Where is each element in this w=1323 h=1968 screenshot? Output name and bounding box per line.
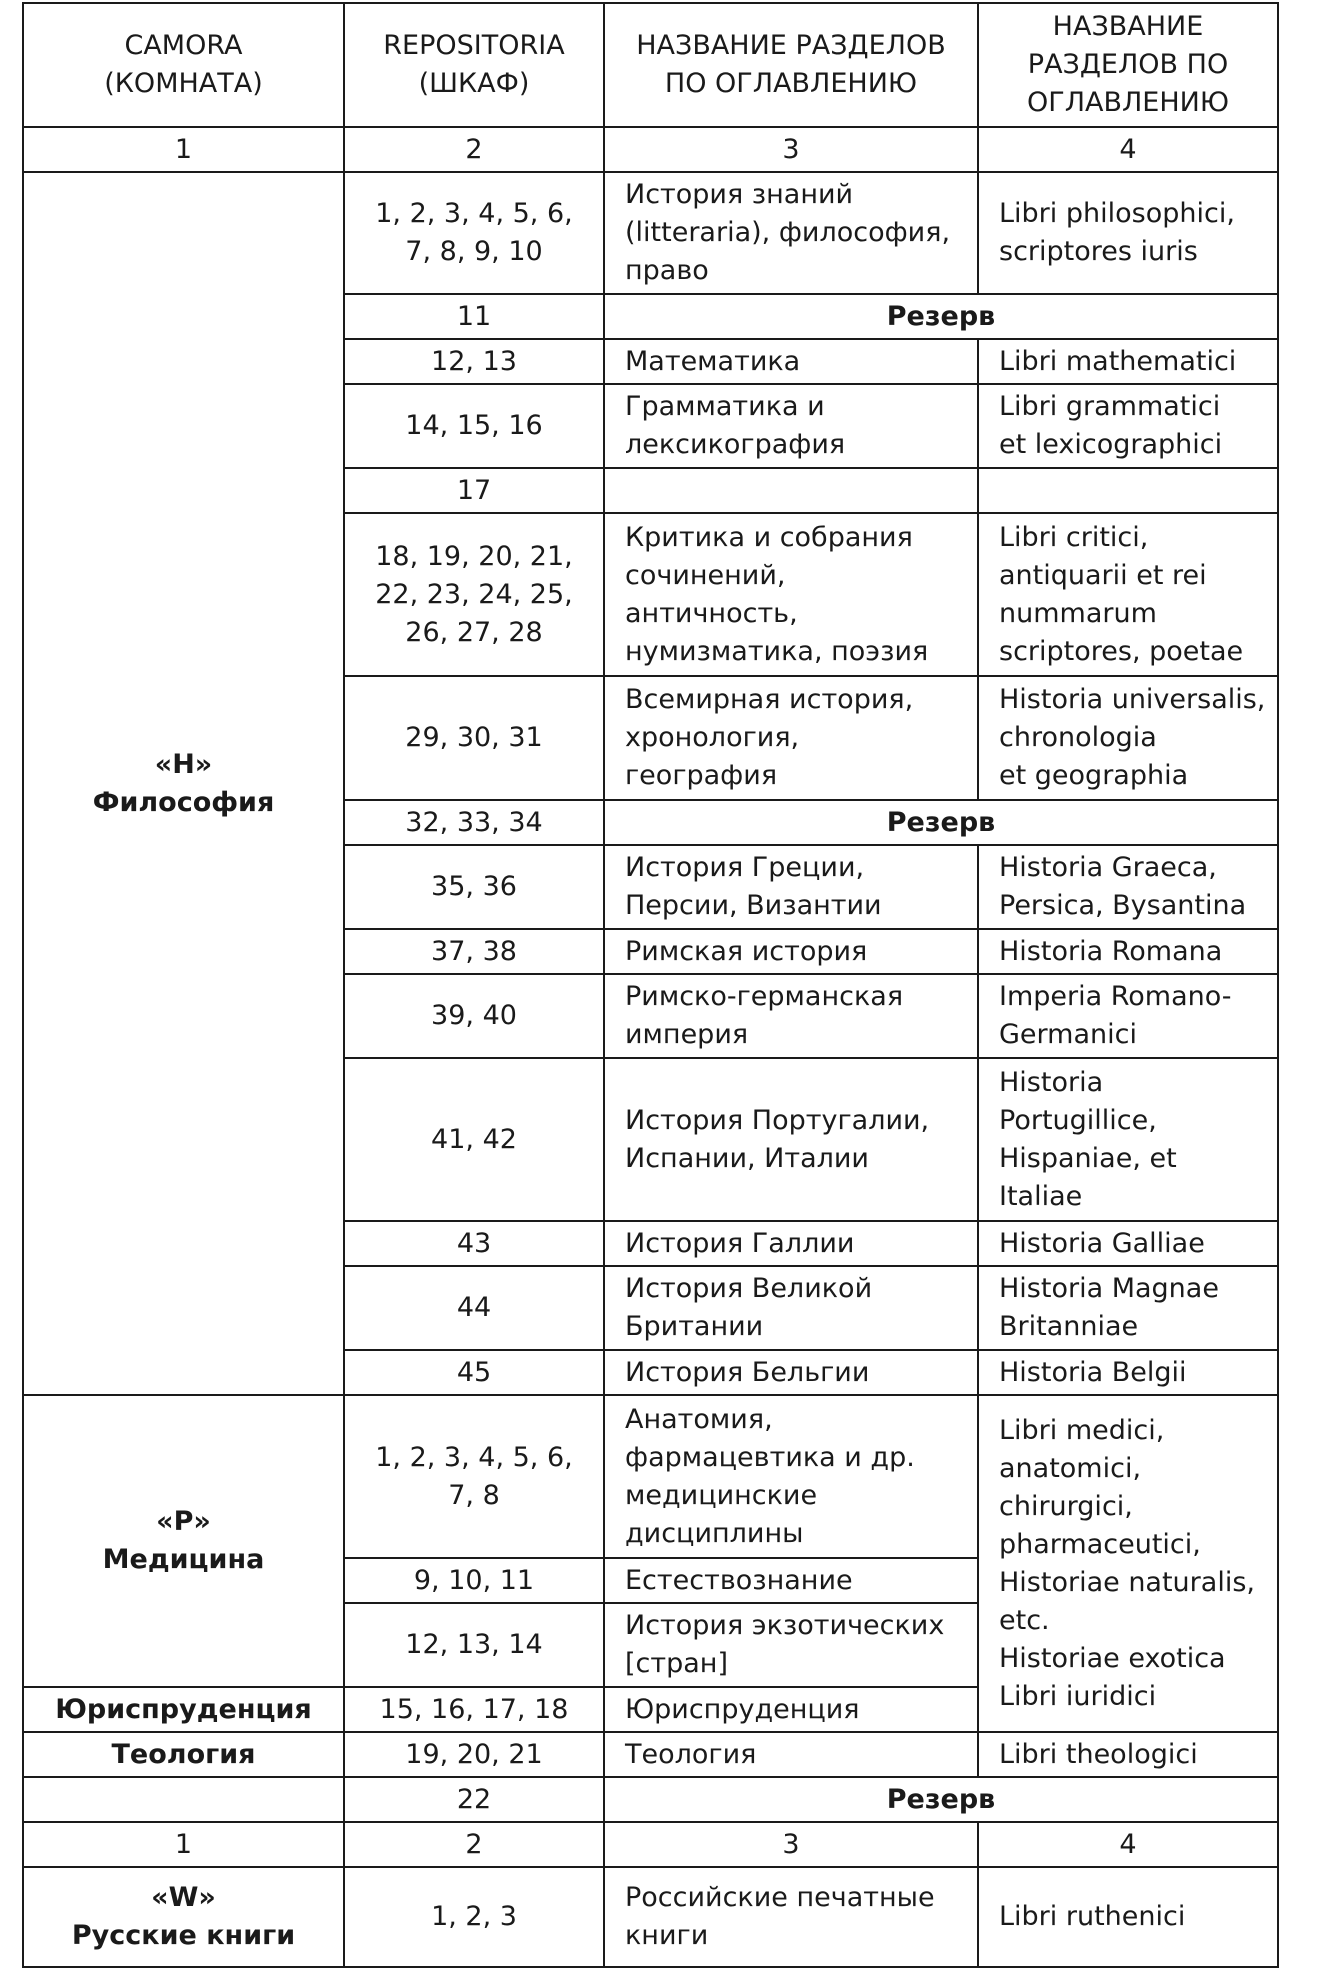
section-ru-cell: Теология (604, 1732, 978, 1777)
section-ru-cell: Математика (604, 339, 978, 384)
shelf-cell: 32, 33, 34 (344, 800, 604, 845)
section-ru-cell: Естествознание (604, 1558, 978, 1603)
table-row (23, 172, 1278, 294)
table-row (23, 1732, 1278, 1777)
shelf-cell: 35, 36 (344, 845, 604, 929)
section-ru-cell: История Бельгии (604, 1350, 978, 1395)
column-number: 3 (604, 1822, 978, 1867)
section-ru-cell: Юриспруденция (604, 1687, 978, 1732)
section-la-cell: Libri philosophici, scriptores iuris (978, 172, 1278, 294)
section-la-cell: Historia Portugillice, Hispaniae, et Italiae (978, 1058, 1278, 1221)
shelf-cell: 9, 10, 11 (344, 1558, 604, 1603)
catalog-table-wrapper (22, 2, 1277, 1968)
section-la-cell: Historia Romana (978, 929, 1278, 974)
shelf-cell: 12, 13 (344, 339, 604, 384)
shelf-cell: 43 (344, 1221, 604, 1266)
column-number: 2 (344, 127, 604, 172)
column-number-row (23, 127, 1278, 172)
section-ru-cell: История знаний (litteraria), философия, право (604, 172, 978, 294)
section-la-medical-cell: Libri medici, anatomici, chirurgici, pharmaceutici, Historiae naturalis, etc. Historiae exotica Libri iuridici (978, 1395, 1278, 1732)
section-ru-cell: История Португалии, Испании, Италии (604, 1058, 978, 1221)
shelf-cell: 17 (344, 468, 604, 513)
section-la-cell: Libri theologici (978, 1732, 1278, 1777)
shelf-cell: 22 (344, 1777, 604, 1822)
shelf-cell: 1, 2, 3 (344, 1867, 604, 1967)
column-number: 1 (23, 1822, 344, 1867)
section-la-cell: Historia Galliae (978, 1221, 1278, 1266)
header-section-names: НАЗВАНИЕ РАЗДЕЛОВ ПО ОГЛАВЛЕНИЮ (604, 3, 978, 127)
section-ru-cell: Всемирная история, хронология, география (604, 676, 978, 800)
section-ru-cell: История Великой Британии (604, 1266, 978, 1350)
shelf-cell: 39, 40 (344, 974, 604, 1058)
column-number: 4 (978, 127, 1278, 172)
section-la-cell: Historia universalis, chronologia et geographia (978, 676, 1278, 800)
shelf-cell: 19, 20, 21 (344, 1732, 604, 1777)
reserve-cell: Резерв (604, 800, 1278, 845)
table-row (23, 1867, 1278, 1967)
reserve-cell: Резерв (604, 294, 1278, 339)
section-ru-cell: История экзотических [стран] (604, 1603, 978, 1687)
section-la-cell: Historia Magnae Britanniae (978, 1266, 1278, 1350)
section-ru-cell: Российские печатные книги (604, 1867, 978, 1967)
section-la-cell: Libri mathematici (978, 339, 1278, 384)
section-ru-cell: Римско-германская империя (604, 974, 978, 1058)
table-row (23, 1395, 1278, 1558)
section-la-cell: Libri grammatici et lexicographici (978, 384, 1278, 468)
room-empty-cell (23, 1777, 344, 1822)
section-la-cell: Historia Belgii (978, 1350, 1278, 1395)
shelf-cell: 12, 13, 14 (344, 1603, 604, 1687)
room-jurisprudence-cell: Юриспруденция (23, 1687, 344, 1732)
shelf-cell: 44 (344, 1266, 604, 1350)
library-catalog-table (22, 2, 1279, 1968)
column-number-row (23, 1822, 1278, 1867)
shelf-cell: 37, 38 (344, 929, 604, 974)
shelf-cell: 18, 19, 20, 21, 22, 23, 24, 25, 26, 27, 28 (344, 513, 604, 676)
section-la-cell: Libri ruthenici (978, 1867, 1278, 1967)
room-p-cell: «P» Медицина (23, 1395, 344, 1687)
section-ru-cell: Анатомия, фармацевтика и др. медицинские дисциплины (604, 1395, 978, 1558)
shelf-cell: 1, 2, 3, 4, 5, 6, 7, 8, 9, 10 (344, 172, 604, 294)
shelf-cell: 41, 42 (344, 1058, 604, 1221)
room-theology-cell: Теология (23, 1732, 344, 1777)
shelf-cell: 15, 16, 17, 18 (344, 1687, 604, 1732)
section-ru-cell: История Галлии (604, 1221, 978, 1266)
section-ru-cell: Грамматика и лексикография (604, 384, 978, 468)
section-la-cell: Imperia Romano- Germanici (978, 974, 1278, 1058)
shelf-cell: 11 (344, 294, 604, 339)
section-ru-cell: История Греции, Персии, Византии (604, 845, 978, 929)
section-la-cell: Historia Graeca, Persica, Bysantina (978, 845, 1278, 929)
header-section-names-latin: НАЗВАНИЕ РАЗДЕЛОВ ПО ОГЛАВЛЕНИЮ (978, 3, 1278, 127)
header-row (23, 3, 1278, 127)
shelf-cell: 1, 2, 3, 4, 5, 6, 7, 8 (344, 1395, 604, 1558)
section-ru-cell: Критика и собрания сочинений, античность, нумизматика, поэзия (604, 513, 978, 676)
section-la-cell (978, 468, 1278, 513)
column-number: 1 (23, 127, 344, 172)
room-h-cell: «H» Философия (23, 172, 344, 1395)
column-number: 4 (978, 1822, 1278, 1867)
shelf-cell: 45 (344, 1350, 604, 1395)
section-ru-cell (604, 468, 978, 513)
section-la-cell: Libri critici, antiquarii et rei nummarum scriptores, poetae (978, 513, 1278, 676)
room-w-cell: «W» Русские книги (23, 1867, 344, 1967)
shelf-cell: 29, 30, 31 (344, 676, 604, 800)
table-row (23, 1777, 1278, 1822)
reserve-cell: Резерв (604, 1777, 1278, 1822)
header-camora: CAMORA (КОМНАТА) (23, 3, 344, 127)
shelf-cell: 14, 15, 16 (344, 384, 604, 468)
section-ru-cell: Римская история (604, 929, 978, 974)
header-repositoria: REPOSITORIA (ШКАФ) (344, 3, 604, 127)
column-number: 3 (604, 127, 978, 172)
column-number: 2 (344, 1822, 604, 1867)
